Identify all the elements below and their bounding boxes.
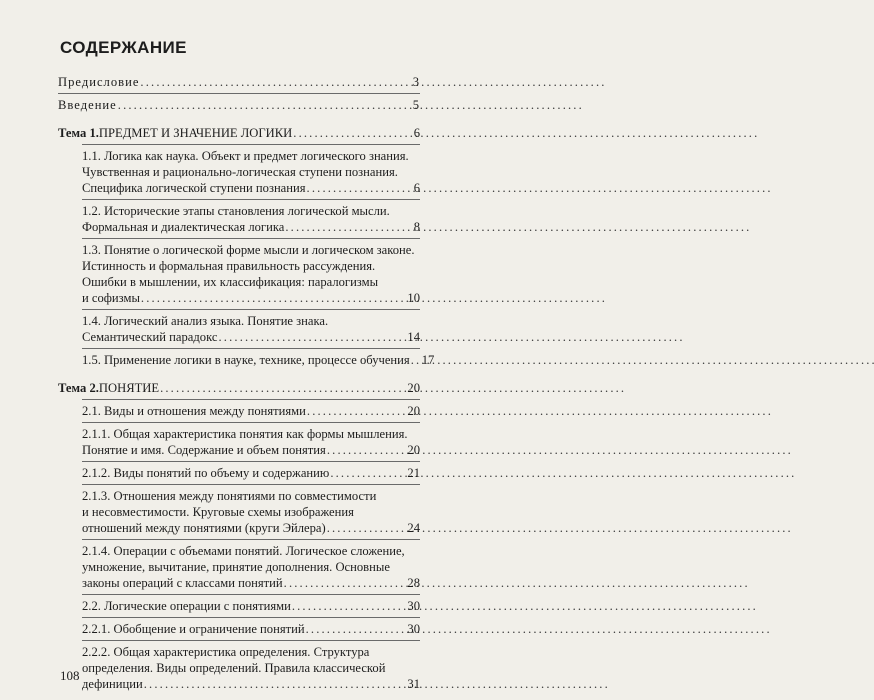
toc-entry[interactable]	[58, 203, 420, 235]
toc-leader-dots	[327, 442, 407, 458]
toc-leader-dots	[160, 380, 406, 396]
toc-entry[interactable]	[58, 543, 420, 591]
toc-entry-text: 2.1.1. Общая характеристика понятия как формы мышления.	[82, 427, 408, 441]
toc-leader-dots	[284, 575, 407, 591]
toc-page-number: 24	[407, 521, 420, 535]
toc-entry-text: 2.1.2. Виды понятий по объему и содержанию	[82, 466, 330, 480]
toc-entry-text: Специфика логической ступени познания	[82, 181, 306, 195]
toc-page-number: 3	[412, 75, 420, 89]
toc-separator	[82, 461, 420, 462]
toc-entry-text: 1.1. Логика как наука. Объект и предмет логического знания.	[82, 149, 409, 163]
page-title: СОДЕРЖАНИЕ	[60, 38, 187, 57]
toc-entry-text: 2.2.2. Общая характеристика определения. Структура	[82, 645, 370, 659]
toc-entry-text: 1.3. Понятие о логической форме мысли и логическом законе.	[82, 243, 415, 257]
toc-separator	[82, 617, 420, 618]
toc-entry-text: и софизмы	[82, 291, 140, 305]
toc-entry[interactable]	[58, 488, 420, 536]
toc-entry-text: определения. Виды определений. Правила классической	[82, 661, 386, 675]
toc-leader-dots	[144, 676, 407, 692]
toc-page-number: 20	[407, 404, 420, 418]
toc-entry-text: и несовместимости. Круговые схемы изображения	[82, 505, 354, 519]
toc-entry-text: 2.1. Виды и отношения между понятиями	[82, 404, 306, 418]
toc-entry[interactable]	[58, 403, 420, 419]
toc-leader-dots	[307, 180, 413, 196]
toc-entry[interactable]	[58, 621, 420, 637]
toc-entry-text: дефиниции	[82, 677, 143, 691]
toc-page-number: 8	[413, 220, 420, 234]
toc-page-number: 30	[407, 622, 420, 636]
toc-entry-text: 2.1.4. Операции с объемами понятий. Логическое сложение,	[82, 544, 405, 558]
toc-entry[interactable]	[58, 242, 420, 306]
toc-entry-text: ПРЕДМЕТ И ЗНАЧЕНИЕ ЛОГИКИ	[98, 126, 293, 140]
toc-entry-text: 1.5. Применение логики в науке, технике, процессе обучения	[82, 353, 410, 367]
toc-page-number: 6	[413, 181, 420, 195]
toc-entry[interactable]	[58, 125, 420, 141]
toc-topic-label: Тема 1.	[58, 126, 99, 140]
toc-entry[interactable]	[58, 426, 420, 458]
toc-entry-text: Введение	[58, 98, 117, 112]
toc-entry-text: отношений между понятиями (круги Эйлера)	[82, 521, 326, 535]
toc-entry-text: законы операций с классами понятий	[82, 576, 283, 590]
toc-separator	[82, 238, 420, 239]
toc-entry[interactable]	[58, 352, 435, 368]
toc-leader-dots	[330, 465, 406, 481]
toc-separator	[58, 93, 420, 94]
toc-leader-dots	[292, 598, 407, 614]
toc-entry[interactable]	[58, 148, 420, 196]
toc-entry-text: Понятие и имя. Содержание и объем понятия	[82, 443, 326, 457]
toc-page-number: 28	[407, 576, 420, 590]
toc-entry-text: Предисловие	[58, 75, 140, 89]
toc-page-number: 30	[407, 599, 420, 613]
toc-separator	[82, 484, 420, 485]
toc-entry[interactable]	[58, 97, 420, 113]
toc-entry-text: 1.2. Исторические этапы становления логической мысли.	[82, 204, 390, 218]
toc-separator	[82, 199, 420, 200]
toc-page-number: 31	[407, 677, 420, 691]
toc-page-number: 21	[407, 466, 420, 480]
toc-entry[interactable]	[58, 380, 420, 396]
toc-entry-text: 2.1.3. Отношения между понятиями по совместимости	[82, 489, 377, 503]
toc-leader-dots	[306, 621, 407, 637]
toc-separator	[82, 144, 420, 145]
toc-entry-text: Формальная и диалектическая логика	[82, 220, 285, 234]
toc-leader-dots	[285, 219, 412, 235]
toc-page-number: 6	[413, 126, 420, 140]
toc-entry[interactable]	[58, 598, 420, 614]
toc-leader-dots	[219, 329, 407, 345]
toc-page-number: 10	[407, 291, 420, 305]
toc-page-number: 20	[407, 443, 420, 457]
toc-entry[interactable]	[58, 74, 420, 90]
toc-entry-text: 2.2. Логические операции с понятиями	[82, 599, 291, 613]
toc-page-number: 14	[407, 330, 420, 344]
toc-entry-text: Ошибки в мышлении, их классификация: паралогизмы	[82, 275, 379, 289]
toc-leader-dots	[327, 520, 407, 536]
toc-separator	[82, 348, 420, 349]
toc-entry-text: 2.2.1. Обобщение и ограничение понятий	[82, 622, 305, 636]
toc-entry-text: 1.4. Логический анализ языка. Понятие знака.	[82, 314, 329, 328]
toc-separator	[82, 640, 420, 641]
toc-entry[interactable]	[58, 644, 420, 692]
toc-topic-label: Тема 2.	[58, 381, 99, 395]
toc-entry[interactable]	[58, 313, 420, 345]
toc-page-number: 5	[412, 98, 420, 112]
toc-leader-dots	[307, 403, 407, 419]
toc-leader-dots	[411, 352, 421, 368]
toc-separator	[82, 399, 420, 400]
toc-entry-text: умножение, вычитание, принятие дополнения. Основные	[82, 560, 390, 574]
toc-entry[interactable]	[58, 465, 420, 481]
toc-leader-dots	[293, 125, 412, 141]
table-of-contents	[58, 74, 435, 692]
page-number: 108	[60, 668, 80, 683]
toc-separator	[82, 309, 420, 310]
toc-leader-dots	[141, 290, 407, 306]
toc-page-number: 20	[407, 381, 420, 395]
toc-entry-text: Чувственная и рационально-логическая ступени познания.	[82, 165, 398, 179]
toc-leader-dots	[118, 97, 412, 113]
toc-page-number: 17	[421, 353, 435, 367]
toc-separator	[82, 594, 420, 595]
toc-separator	[82, 422, 420, 423]
toc-leader-dots	[140, 74, 411, 90]
toc-entry-text: Семантический парадокс	[82, 330, 218, 344]
toc-separator	[82, 539, 420, 540]
toc-entry-text: Истинность и формальная правильность рассуждения.	[82, 259, 376, 273]
toc-entry-text: ПОНЯТИЕ	[98, 381, 160, 395]
